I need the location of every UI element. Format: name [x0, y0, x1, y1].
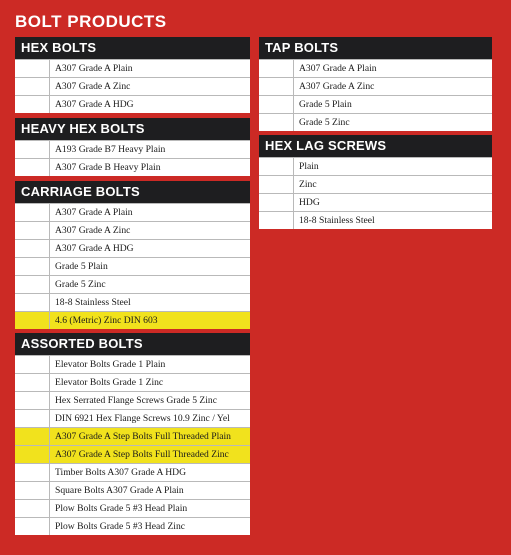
table-row	[15, 293, 250, 311]
table-row	[15, 355, 250, 373]
product-name: Hex Serrated Flange Screws Grade 5 Zinc	[49, 392, 250, 409]
product-name: Elevator Bolts Grade 1 Plain	[49, 356, 250, 373]
product-name: A307 Grade A HDG	[49, 240, 250, 257]
assorted-bolts-heading: ASSORTED BOLTS	[15, 333, 250, 355]
product-name: A307 Grade A HDG	[49, 96, 250, 113]
table-row	[15, 373, 250, 391]
table-row	[15, 158, 250, 176]
product-name: Square Bolts A307 Grade A Plain	[49, 482, 250, 499]
product-name: 18-8 Stainless Steel	[293, 212, 492, 229]
table-row	[259, 193, 492, 211]
table-row	[259, 211, 492, 229]
product-name: A307 Grade A Zinc	[49, 222, 250, 239]
heavy-hex-bolts-heading: HEAVY HEX BOLTS	[15, 118, 250, 140]
table-row	[15, 409, 250, 427]
carriage-bolts-heading: CARRIAGE BOLTS	[15, 181, 250, 203]
hex-lag-screws-table	[259, 135, 492, 229]
product-name: Timber Bolts A307 Grade A HDG	[49, 464, 250, 481]
product-name: Grade 5 Zinc	[293, 114, 492, 131]
table-row	[15, 77, 250, 95]
table-row	[259, 113, 492, 131]
product-name: Elevator Bolts Grade 1 Zinc	[49, 374, 250, 391]
product-name: A307 Grade B Heavy Plain	[49, 159, 250, 176]
product-name: HDG	[293, 194, 492, 211]
product-name: 4.6 (Metric) Zinc DIN 603	[49, 312, 250, 329]
table-row	[15, 517, 250, 535]
table-row	[15, 463, 250, 481]
product-name: Plow Bolts Grade 5 #3 Head Plain	[49, 500, 250, 517]
table-row	[15, 257, 250, 275]
tap-bolts-heading: TAP BOLTS	[259, 37, 492, 59]
heavy-hex-bolts-table	[15, 118, 250, 176]
table-row-highlighted	[15, 427, 250, 445]
page-title: BOLT PRODUCTS	[15, 12, 167, 31]
hex-bolts-table	[15, 37, 250, 113]
assorted-bolts-table	[15, 333, 250, 535]
table-row	[15, 481, 250, 499]
table-row	[259, 95, 492, 113]
hex-lag-screws-heading: HEX LAG SCREWS	[259, 135, 492, 157]
table-row-highlighted	[15, 445, 250, 463]
table-row	[15, 203, 250, 221]
product-name: 18-8 Stainless Steel	[49, 294, 250, 311]
product-name: Grade 5 Zinc	[49, 276, 250, 293]
table-row	[15, 59, 250, 77]
table-row	[259, 59, 492, 77]
product-name: A307 Grade A Plain	[293, 60, 492, 77]
table-row-highlighted	[15, 311, 250, 329]
product-name: DIN 6921 Hex Flange Screws 10.9 Zinc / Yel	[49, 410, 250, 427]
table-row	[259, 175, 492, 193]
product-name: Grade 5 Plain	[49, 258, 250, 275]
product-name: A193 Grade B7 Heavy Plain	[49, 141, 250, 158]
product-name: A307 Grade A Zinc	[49, 78, 250, 95]
table-row	[15, 239, 250, 257]
table-row	[15, 140, 250, 158]
product-name: A307 Grade A Plain	[49, 204, 250, 221]
table-row	[15, 499, 250, 517]
table-row	[15, 221, 250, 239]
product-name: Zinc	[293, 176, 492, 193]
carriage-bolts-table	[15, 181, 250, 329]
tap-bolts-table	[259, 37, 492, 131]
table-row	[259, 77, 492, 95]
hex-bolts-heading: HEX BOLTS	[15, 37, 250, 59]
table-row	[15, 95, 250, 113]
table-row	[259, 157, 492, 175]
product-name: A307 Grade A Zinc	[293, 78, 492, 95]
product-name: A307 Grade A Plain	[49, 60, 250, 77]
table-row	[15, 391, 250, 409]
table-row	[15, 275, 250, 293]
product-name: Grade 5 Plain	[293, 96, 492, 113]
product-name: Plain	[293, 158, 492, 175]
product-name: Plow Bolts Grade 5 #3 Head Zinc	[49, 518, 250, 535]
product-name: A307 Grade A Step Bolts Full Threaded Zinc	[49, 446, 250, 463]
product-name: A307 Grade A Step Bolts Full Threaded Plain	[49, 428, 250, 445]
